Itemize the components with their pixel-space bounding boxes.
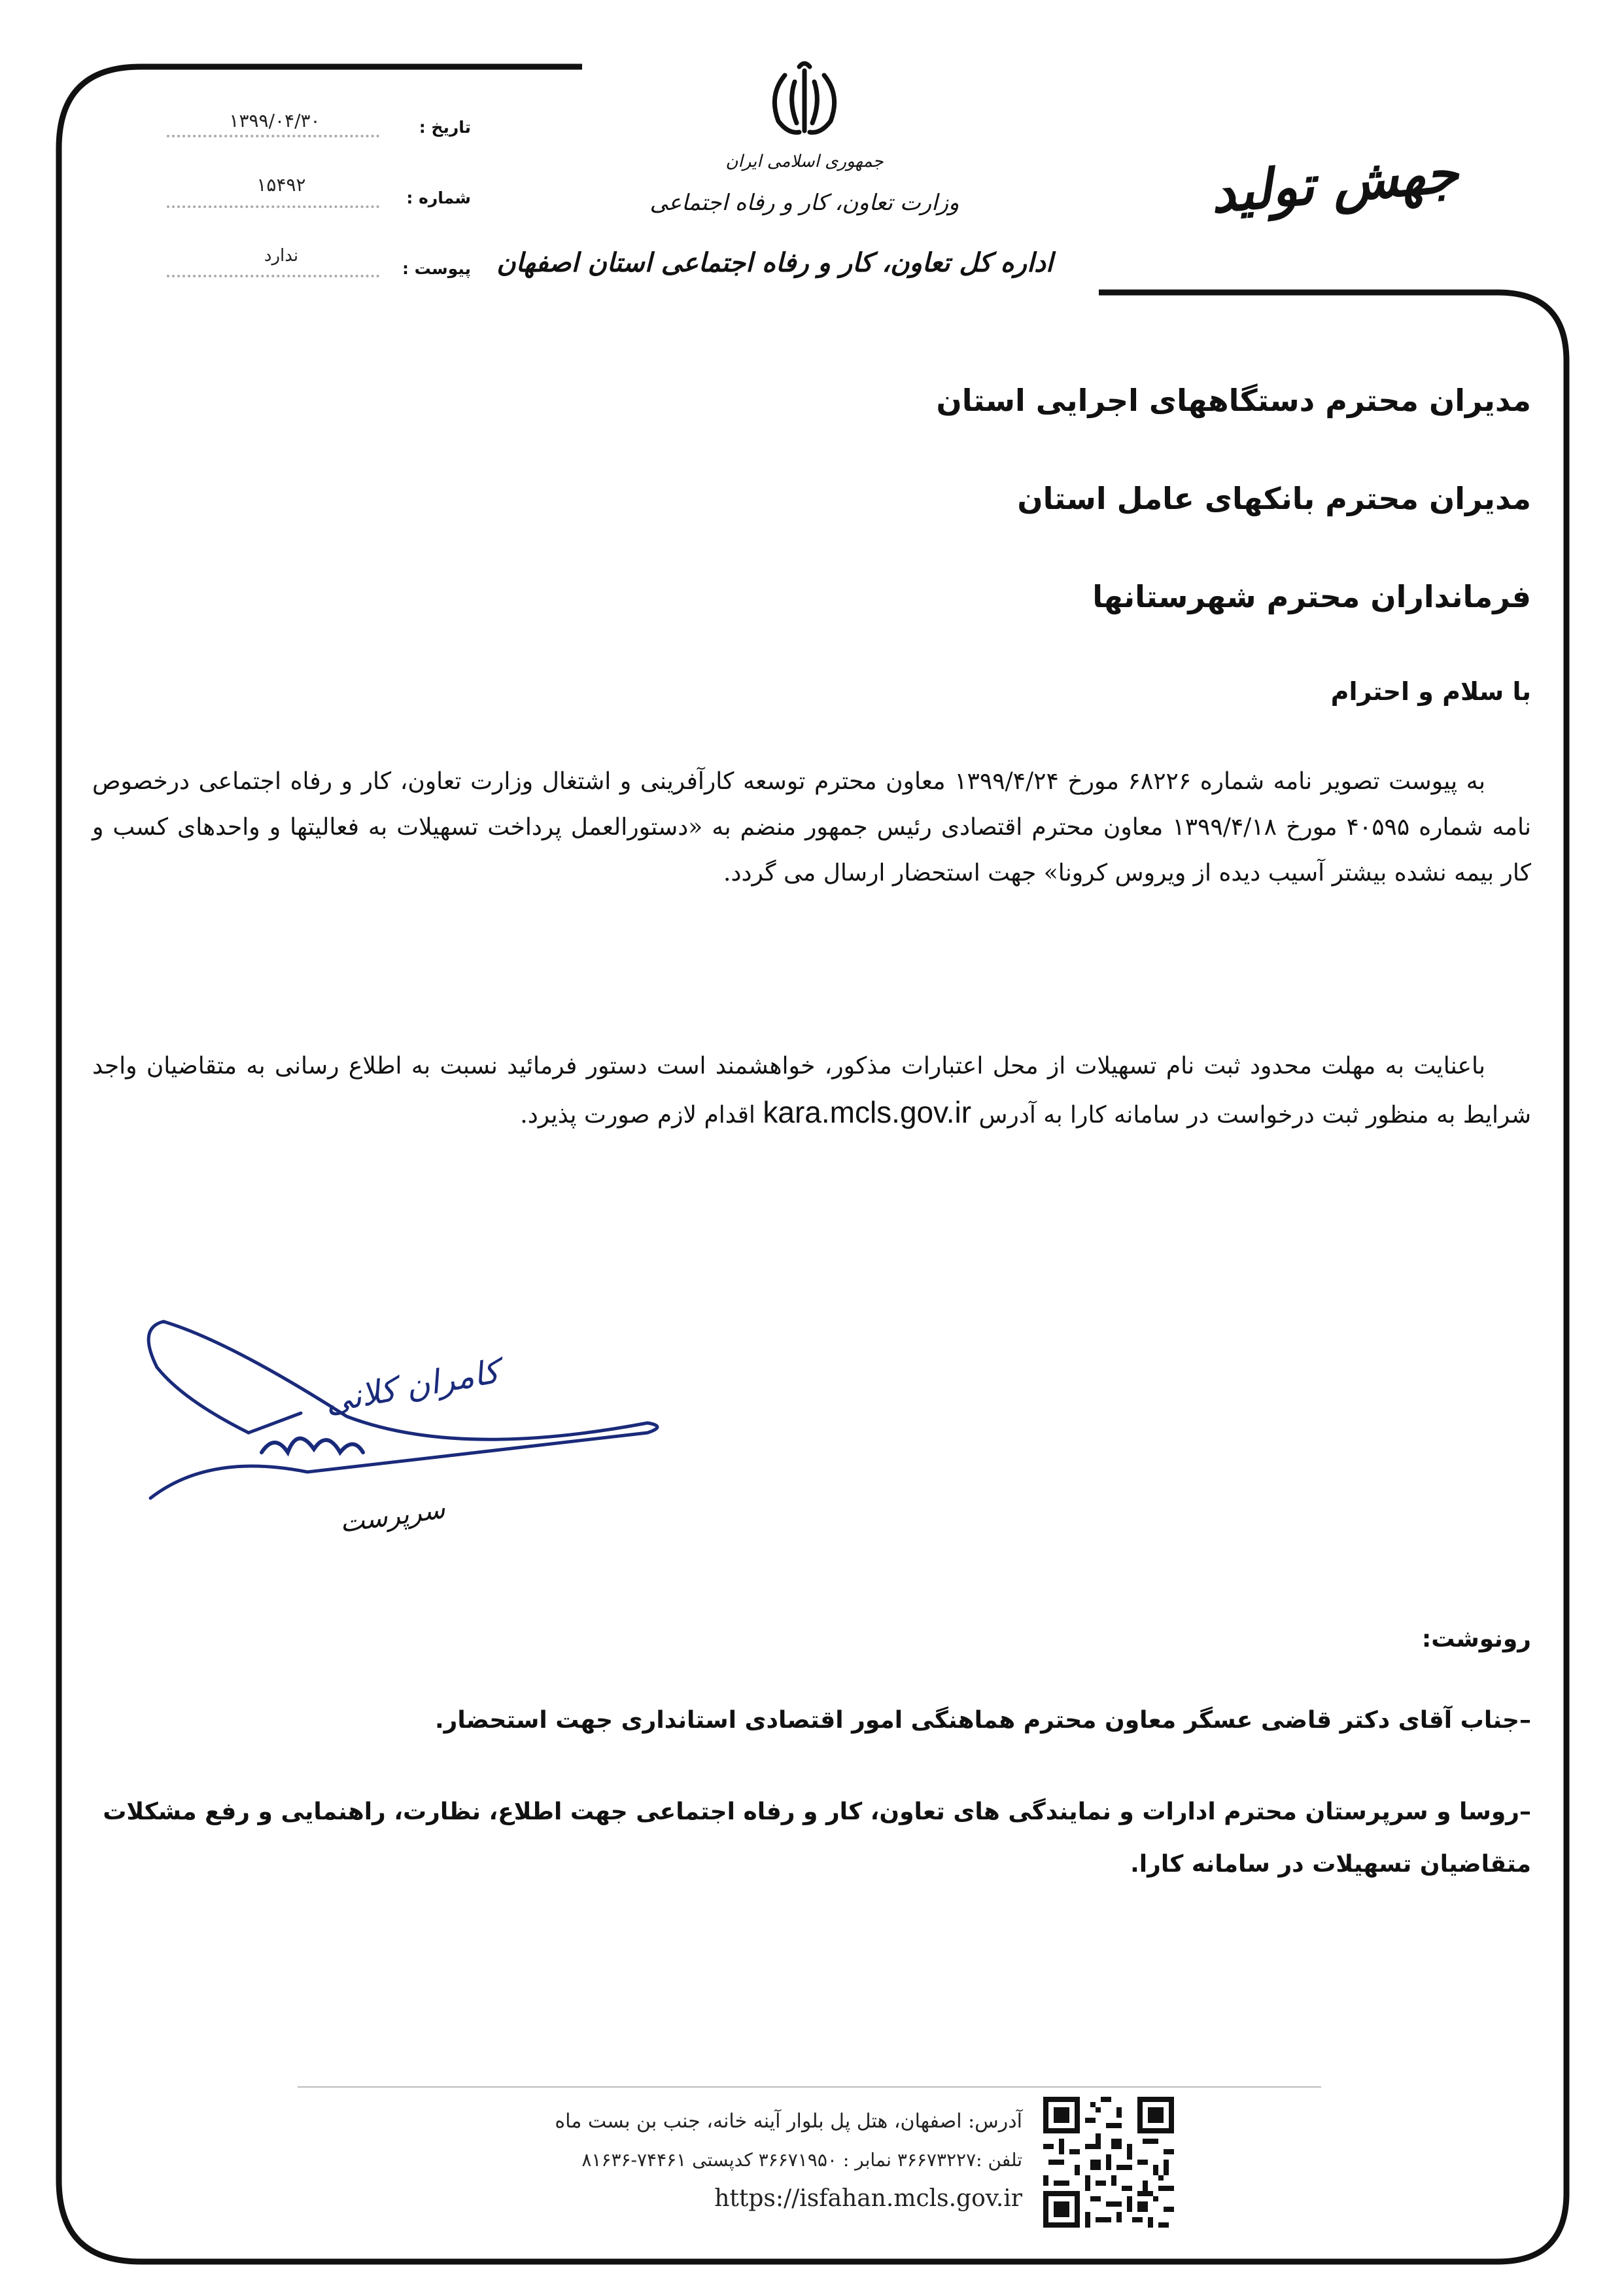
- ministry-line: وزارت تعاون، کار و رفاه اجتماعی: [649, 190, 959, 216]
- cc-label: رونوشت:: [1421, 1626, 1531, 1653]
- signature-scribble: [131, 1302, 719, 1577]
- signatory-name: کامران کلانی: [322, 1352, 502, 1420]
- footer-address: آدرس: اصفهان، هتل پل بلوار آینه خانه، جنب بن بست ماه: [555, 2110, 1022, 2133]
- greeting: با سلام و احترام: [1330, 677, 1531, 706]
- footer-phones: تلفن :۳۶۶۷۳۲۲۷ نمابر : ۳۶۶۷۱۹۵۰ کدپستی ۷۴۴۶۱-۸۱۶۳۶: [581, 2149, 1022, 2171]
- slogan: جهش تولید: [1208, 141, 1461, 226]
- date-value: ۱۳۹۹/۰۴/۳۰: [229, 110, 320, 131]
- addressee-3: فرمانداران محترم شهرستانها: [1092, 579, 1531, 614]
- signatory-title: سرپرست: [337, 1494, 447, 1539]
- cc-item-2: –روسا و سرپرستان محترم ادارات و نمایندگی های تعاون، کار و رفاه اجتماعی جهت اطلاع، نظارت، راهنمایی و رفع مشکلات متقاضیان تسهیلات در سامانه کارا.: [103, 1798, 1531, 1878]
- signature-block: [131, 1302, 719, 1577]
- date-dots: [167, 135, 379, 137]
- attachment-dots: [167, 275, 379, 277]
- iran-emblem-icon: [759, 59, 850, 144]
- attachment-label: پیوست :: [402, 259, 471, 278]
- kara-url: kara.mcls.gov.ir: [763, 1095, 972, 1129]
- addressee-2: مدیران محترم بانکهای عامل استان: [1017, 481, 1531, 516]
- paragraph-2: باعنایت به مهلت محدود ثبت نام تسهیلات از محل اعتبارات مذکور، خواهشمند است دستور فرمائید نسبت به اطلاع رسانی به متقاضیان واجد شرایط به منظور ثبت درخواست در سامانه کارا به آدرس kara.mcls.gov.ir اقدام لازم صورت پذیرد.: [92, 1053, 1531, 1129]
- number-label: شماره :: [406, 188, 471, 207]
- office-line: اداره کل تعاون، کار و رفاه اجتماعی استان اصفهان: [496, 247, 1053, 278]
- attachment-value: ندارد: [264, 246, 299, 266]
- cc-item-1: –جناب آقای دکتر قاضی عسگر معاون محترم هماهنگی امور اقتصادی استانداری جهت استحضار.: [435, 1707, 1531, 1734]
- number-value: ۱۵۴۹۲: [256, 174, 306, 196]
- date-label: تاریخ :: [419, 118, 471, 137]
- qr-code-icon: [1043, 2097, 1174, 2228]
- addressee-1: مدیران محترم دستگاههای اجرایی استان: [936, 383, 1531, 418]
- republic-line: جمهوری اسلامی ایران: [725, 152, 884, 171]
- paragraph-1: به پیوست تصویر نامه شماره ۶۸۲۲۶ مورخ ۱۳۹۹/۴/۲۴ معاون محترم توسعه کارآفرینی و اشتغال وزارت تعاون، کار و رفاه اجتماعی درخصوص نامه شماره ۴۰۵۹۵ مورخ ۱۳۹۹/۴/۱۸ معاون محترم اقتصادی رئیس جمهور منضم به «دستورالعمل پرداخت تسهیلات به فعالیتها و واحدهای کسب و کار بیمه نشده بیشتر آسیب دیده از ویروس کرونا» جهت استحضار ارسال می گردد.: [92, 768, 1532, 886]
- number-dots: [167, 205, 379, 208]
- footer-website[interactable]: https://isfahan.mcls.gov.ir: [714, 2185, 1022, 2212]
